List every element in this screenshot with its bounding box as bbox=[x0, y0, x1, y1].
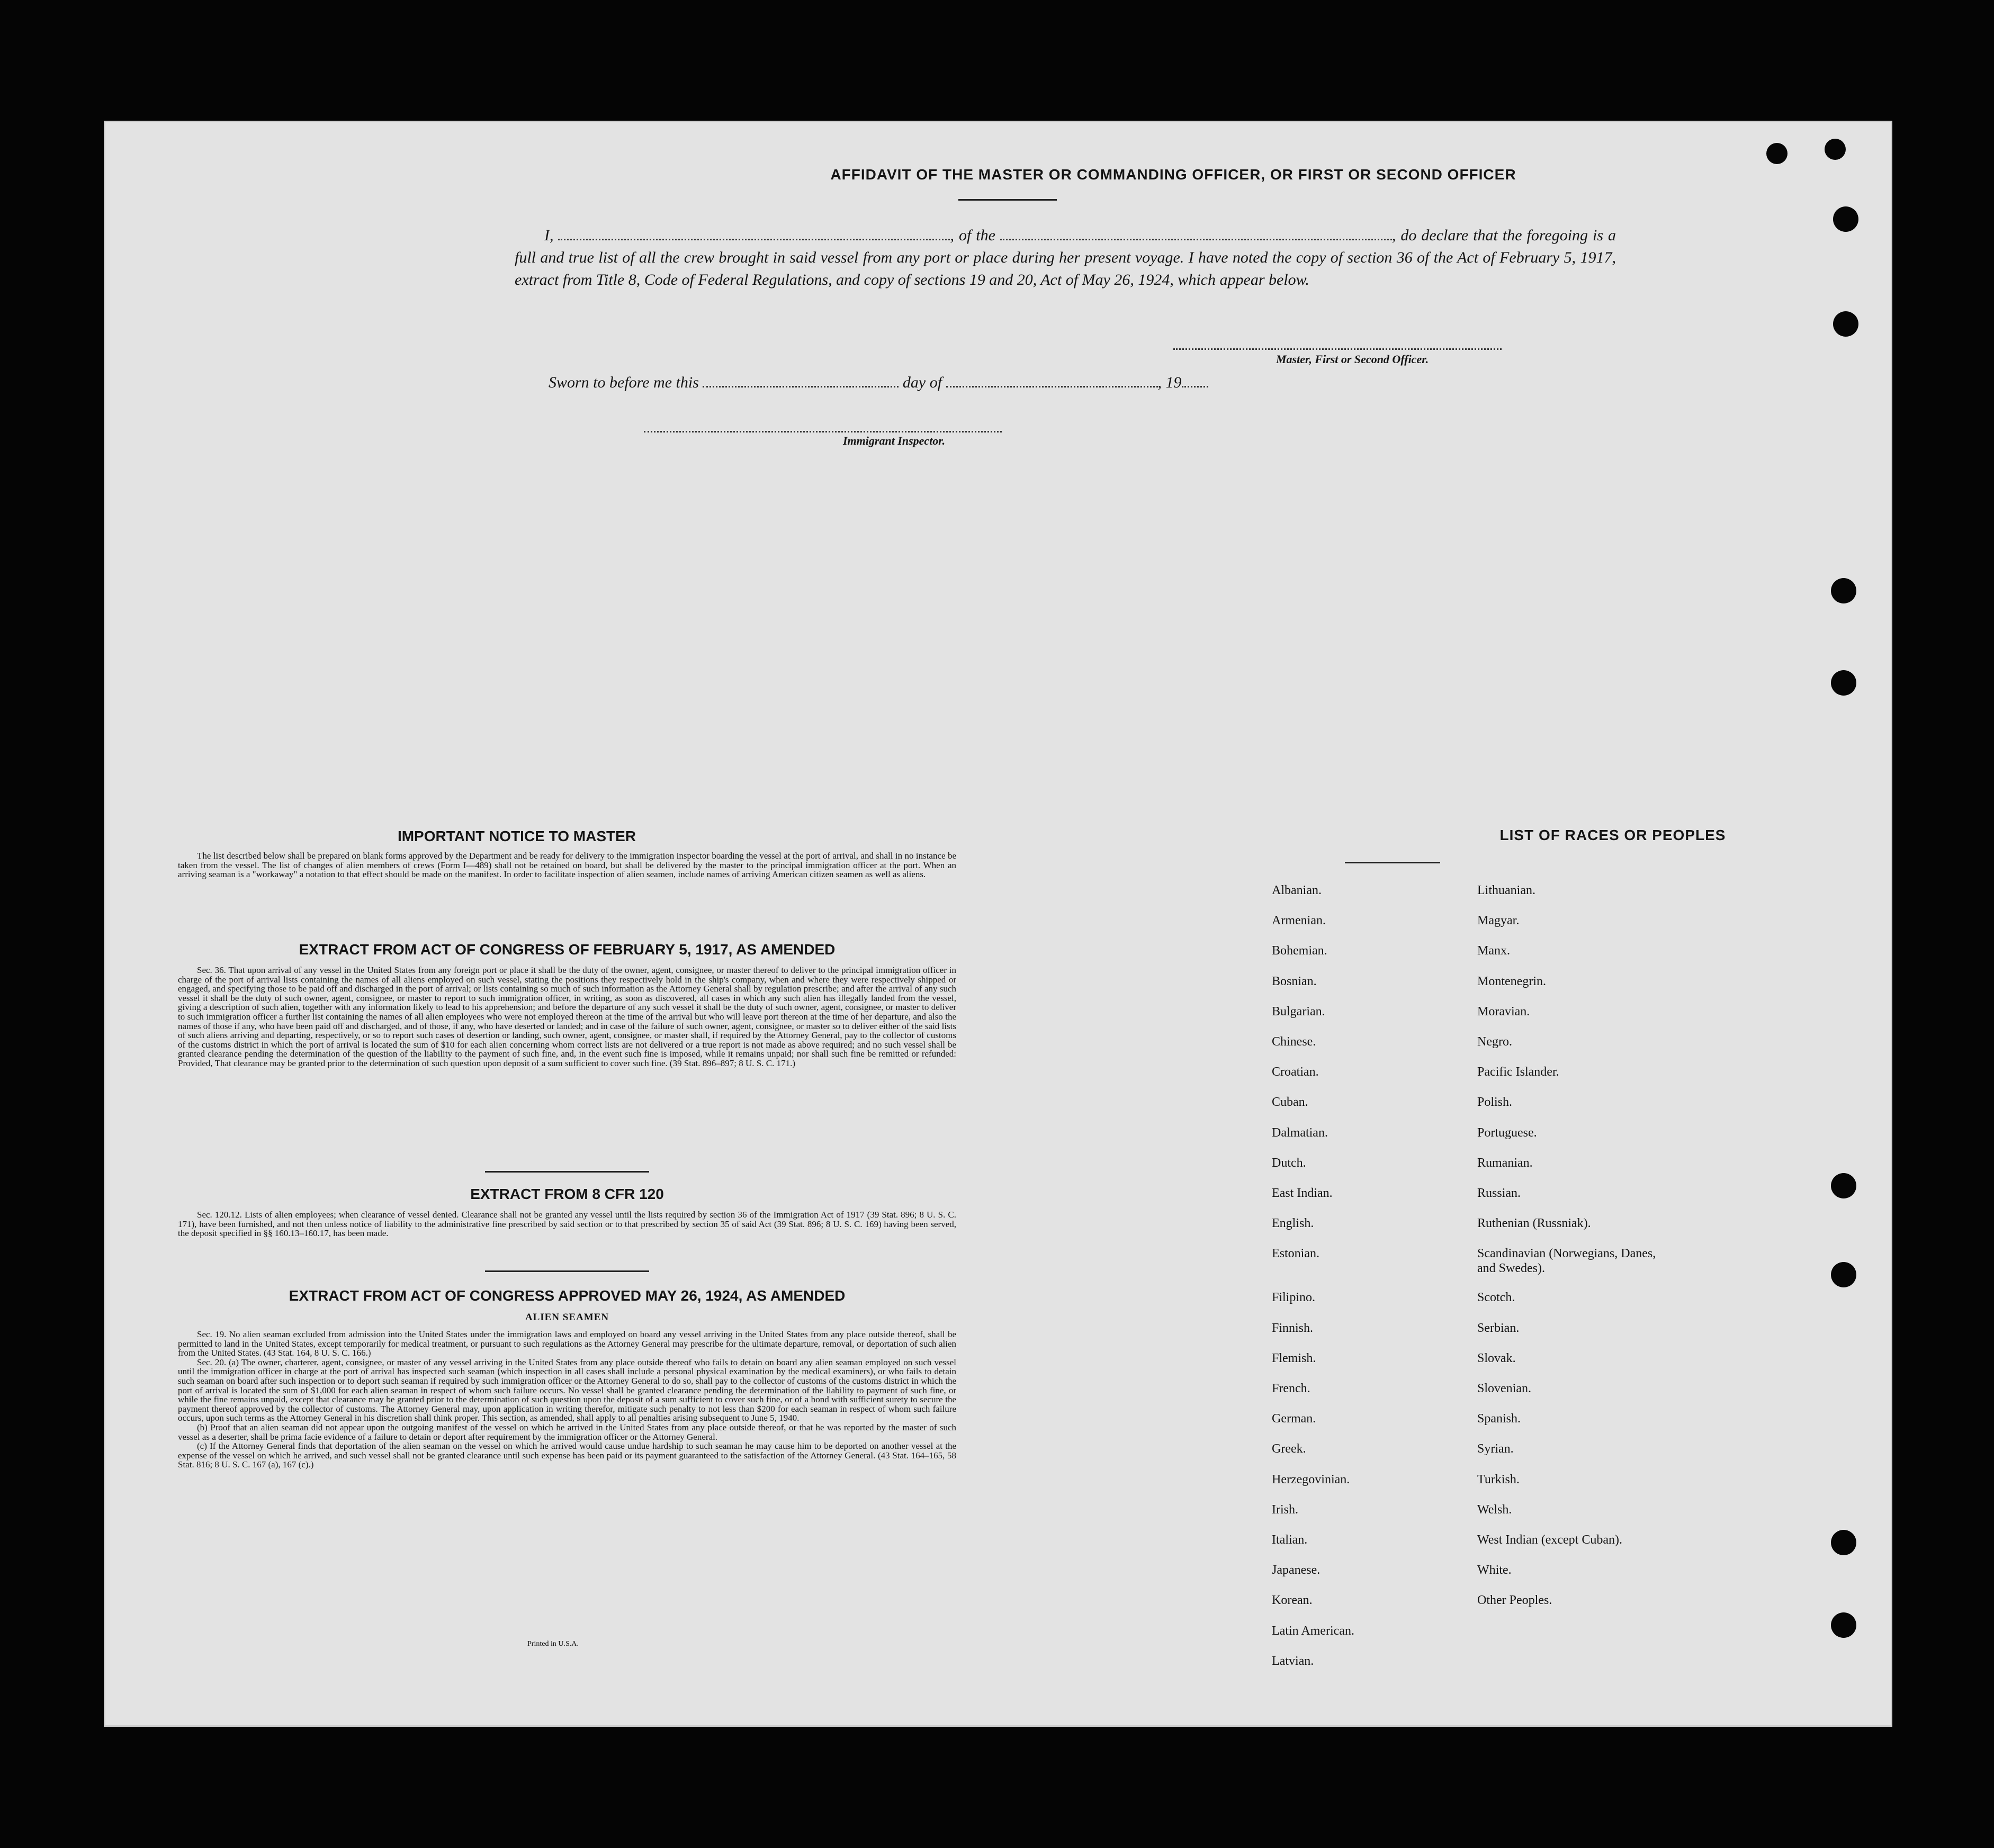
race-item: Russian. bbox=[1477, 1186, 1521, 1200]
punch-hole bbox=[1831, 1262, 1856, 1287]
extract-1924-text bbox=[178, 1330, 956, 1470]
race-item: Manx. bbox=[1477, 944, 1510, 958]
race-item: Filipino. bbox=[1272, 1291, 1316, 1305]
extract-cfr-title: EXTRACT FROM 8 CFR 120 bbox=[470, 1186, 664, 1202]
master-signature-line bbox=[1173, 348, 1502, 350]
sec-20a-paragraph: Sec. 20. (a) The owner, charterer, agent, consignee, or master of any vessel arriving in the United States from any place outside thereof who fails to detain on board any alien seaman employed on such vessel until the immigration officer in charge at the port of arrival has inspected such seaman (which inspection in all cases shall include a personal physical examination by the medical examiners), or who fails to detain such seaman on board after such inspection or to deport such seaman if required by such immigration officer or the Attorney General to do so, shall pay to the collector of customs of the customs district in which the port of arrival is located the sum of $1,000 for each alien seaman in respect of whom such failure occurs. No vessel shall be granted clearance pending the determination of the liability to payment of such fine, or while the fine remains unpaid, except that clearance may be granted prior to the determination of such question upon the deposit of a sum sufficient to cover such fine, or of a bond with sufficient surety to secure the payment thereof approved by the collector of customs. The Attorney General may, upon application in writing therefor, mitigate such penalty to not less than $200 for each seaman in respect of whom such failure occurs, upon such terms as the Attorney General in his discretion shall think proper. This section, as amended, shall apply to all penalties arising subsequent to June 5, 1940. bbox=[178, 1357, 956, 1423]
race-item: Slovenian. bbox=[1477, 1381, 1531, 1395]
sworn-year: , 19 bbox=[1157, 374, 1182, 391]
race-item: Turkish. bbox=[1477, 1472, 1520, 1486]
punch-hole bbox=[1831, 578, 1856, 603]
race-item: Negro. bbox=[1477, 1035, 1512, 1049]
race-item: Ruthenian (Russniak). bbox=[1477, 1216, 1591, 1231]
year-blank bbox=[1182, 386, 1208, 387]
master-signature-label: Master, First or Second Officer. bbox=[1276, 353, 1429, 366]
section-divider bbox=[485, 1171, 649, 1173]
race-item: Spanish. bbox=[1477, 1412, 1521, 1426]
sec-20b-paragraph: (b) Proof that an alien seaman did not appear upon the outgoing manifest of the vessel on which he arrived in the United States from any place outside thereof, or that he was reported by the master of such vessel as a deserter, shall be prima facie evidence of a failure to detain or deport after requirement by the immigration officer or the Attorney General. bbox=[178, 1422, 956, 1442]
race-item: Latin American. bbox=[1272, 1624, 1354, 1638]
day-blank bbox=[703, 386, 899, 387]
races-title: LIST OF RACES OR PEOPLES bbox=[1499, 827, 1726, 843]
sworn-day-of: day of bbox=[902, 374, 942, 391]
race-item: Other Peoples. bbox=[1477, 1593, 1552, 1608]
month-blank bbox=[946, 386, 1158, 387]
sworn-line bbox=[549, 374, 1208, 392]
declaration-paragraph bbox=[515, 224, 1616, 291]
sec-20c-paragraph: (c) If the Attorney General finds that deportation of the alien seaman on the vessel on which he arrived would cause undue hardship to such seaman he may cause him to be deported on another vessel at the expense of the vessel on which he arrived, and such vessel shall not be granted clearance until such expense has been paid or its payment guaranteed to the satisfaction of the Attorney General. (43 Stat. 164–165, 58 Stat. 816; 8 U. S. C. 167 (a), 167 (c).) bbox=[178, 1441, 956, 1470]
inspector-signature-label: Immigrant Inspector. bbox=[843, 434, 946, 447]
notice-title: IMPORTANT NOTICE TO MASTER bbox=[397, 828, 636, 844]
race-item: Montenegrin. bbox=[1477, 974, 1546, 988]
race-item: Pacific Islander. bbox=[1477, 1065, 1559, 1079]
declaration-text: that the foregoing is a full and true list of all the crew brought in said vessel from any port or place during her present voyage. I have noted the copy of section 36 of the Act of February 5, 1917, extract from Title 8, Code of Federal Regulations, and copy of sections 19 and 20, Act of May 26, 1924, which appear below. bbox=[515, 227, 1616, 289]
race-item: Korean. bbox=[1272, 1593, 1313, 1608]
race-item: Herzegovinian. bbox=[1272, 1472, 1350, 1486]
affidavit-title: AFFIDAVIT OF THE MASTER OR COMMANDING OFFICER, OR FIRST OR SECOND OFFICER bbox=[830, 166, 1516, 183]
race-item: Albanian. bbox=[1272, 884, 1322, 897]
extract-1917-title: EXTRACT FROM ACT OF CONGRESS OF FEBRUARY 5, 1917, AS AMENDED bbox=[299, 941, 836, 958]
races-divider bbox=[1345, 862, 1440, 863]
race-item: Polish. bbox=[1477, 1095, 1513, 1110]
race-item: Scotch. bbox=[1477, 1291, 1515, 1305]
race-item: Latvian. bbox=[1272, 1654, 1314, 1668]
race-item: White. bbox=[1477, 1563, 1512, 1577]
race-item: Italian. bbox=[1272, 1533, 1308, 1547]
declaration-i: I, bbox=[544, 227, 554, 244]
race-item: Dutch. bbox=[1272, 1156, 1306, 1170]
extract-1917-paragraph: Sec. 36. That upon arrival of any vessel in the United States from any foreign port or place it shall be the duty of the owner, agent, consignee, or master thereof to deliver to the principal immigration officer in charge of the port of arrival lists containing the names of all aliens employed on such vessel, stating the positions they respectively hold in the ship's company, when and where they were respectively shipped or engaged, and specifying those to be paid off and discharged in the port of arrival; or lists containing so much of such information as the Attorney General shall by regulation prescribe; and after the arrival of any such vessel it shall be the duty of such owner, agent, consignee, or master to report to such immigration officer, in writing, as soon as discovered, all cases in which any such alien has illegally landed from the vessel, giving a description of such alien, together with any information likely to lead to his apprehension; and before the departure of any such vessel it shall be the duty of such owner, agent, consignee, or master to deliver to such immigration officer a further list containing the names of all alien employees who were not employed thereon at the time of the arrival but who will leave port thereon at the time of her departure, and also the names of those if any, who have been paid off and discharged, and of those, if any, who have deserted or landed; and in case of the failure of such owner, agent, consignee, or master so to deliver either of the said lists of such aliens arriving and departing, respectively, or so to report such cases of desertion or landing, such owner, agent, consignee, or master shall, if required by the Attorney General, pay to the collector of customs of the customs district in which the port of arrival is located the sum of $10 for each alien concerning whom correct lists are not delivered or a true report is not made as above required; and no such vessel shall be granted clearance pending the determination of the question of the liability to the payment of such fine, and, in the event such fine is imposed, while it remains unpaid; nor shall such fine be remitted or refunded: Provided, That clearance may be granted prior to the determination of such question upon deposit of a sum sufficient to cover such fine. (39 Stat. 896–897; 8 U. S. C. 171.) bbox=[178, 965, 956, 1068]
race-item: Armenian. bbox=[1272, 914, 1326, 928]
race-item: Scandinavian (Norwegians, Danes, and Swedes). bbox=[1477, 1247, 1656, 1276]
race-item: Japanese. bbox=[1272, 1563, 1321, 1577]
race-item: Greek. bbox=[1272, 1442, 1306, 1456]
race-item: Rumanian. bbox=[1477, 1156, 1533, 1170]
sworn-prefix: Sworn to before me this bbox=[549, 374, 699, 391]
race-item: Lithuanian. bbox=[1477, 884, 1535, 897]
punch-hole bbox=[1831, 1173, 1856, 1198]
title-divider bbox=[958, 199, 1057, 201]
punch-hole bbox=[1831, 670, 1856, 696]
extract-1924-title: EXTRACT FROM ACT OF CONGRESS APPROVED MAY 26, 1924, AS AMENDED bbox=[289, 1287, 846, 1304]
punch-hole bbox=[1831, 1612, 1856, 1638]
vessel-blank bbox=[1000, 239, 1392, 240]
name-blank bbox=[558, 239, 950, 240]
race-item: Moravian. bbox=[1477, 1004, 1530, 1018]
form-page bbox=[104, 121, 1892, 1727]
punch-hole bbox=[1833, 311, 1858, 337]
race-item: Bohemian. bbox=[1272, 944, 1327, 958]
declaration-of-the: , of the bbox=[950, 227, 995, 244]
race-item: Magyar. bbox=[1477, 914, 1520, 928]
extract-cfr-paragraph: Sec. 120.12. Lists of alien employees; when clearance of vessel denied. Clearance shall not be granted any vessel until the lists required by section 36 of the Immigration Act of 1917 (39 Stat. 896; 8 U. S. C. 171), have been furnished, and not then unless notice of liability to the administrative fine prescribed by said section or to that prescribed by section 35 of said Act (39 Stat. 896; 8 U. S. C. 169) having been served, the deposit specified in §§ 160.13–160.17, has been made. bbox=[178, 1210, 956, 1239]
extract-1917-text bbox=[178, 966, 956, 1068]
punch-hole bbox=[1766, 143, 1788, 164]
race-item: Welsh. bbox=[1477, 1502, 1512, 1517]
notice-text bbox=[178, 851, 956, 879]
race-item: Flemish. bbox=[1272, 1351, 1316, 1365]
race-item: Bulgarian. bbox=[1272, 1004, 1325, 1018]
race-item: Croatian. bbox=[1272, 1065, 1319, 1079]
race-item: Irish. bbox=[1272, 1502, 1298, 1517]
race-item: Portuguese. bbox=[1477, 1125, 1537, 1140]
punch-hole bbox=[1833, 206, 1858, 232]
declaration-do-declare: , do declare bbox=[1391, 227, 1469, 244]
printed-in-usa: Printed in U.S.A. bbox=[527, 1640, 579, 1648]
race-item: West Indian (except Cuban). bbox=[1477, 1533, 1622, 1547]
race-item: English. bbox=[1272, 1216, 1314, 1231]
sec-19-paragraph: Sec. 19. No alien seaman excluded from admission into the United States under the immigration laws and employed on board any vessel arriving in the United States from any place outside thereof, shall be permitted to land in the United States, except temporarily for medical treatment, or pursuant to such regulations as the Attorney General may prescribe for the ultimate departure, removal, or deportation of such alien from the United States. (43 Stat. 164, 8 U. S. C. 166.) bbox=[178, 1329, 956, 1358]
punch-hole bbox=[1831, 1530, 1856, 1555]
race-item: Slovak. bbox=[1477, 1351, 1516, 1365]
race-item: Estonian. bbox=[1272, 1247, 1319, 1261]
race-item: Syrian. bbox=[1477, 1442, 1514, 1456]
race-item: French. bbox=[1272, 1381, 1310, 1395]
race-item: German. bbox=[1272, 1412, 1316, 1426]
extract-1924-subtitle: ALIEN SEAMEN bbox=[525, 1312, 609, 1323]
race-item: Chinese. bbox=[1272, 1035, 1316, 1049]
notice-paragraph: The list described below shall be prepared on blank forms approved by the Department and be ready for delivery to the immigration inspector boarding the vessel at the port of arrival, and shall in no instance be taken from the vessel. The list of changes of alien members of crews (Form I—489) shall not be retained on board, but shall be delivered by the master to the principal immigration officer at the port. When an arriving seaman is a "workaway" a notation to that effect should be made on the manifest. In order to facilitate inspection of alien seamen, include names of arriving American citizen seamen as well as aliens. bbox=[178, 851, 956, 880]
race-item: Dalmatian. bbox=[1272, 1125, 1328, 1140]
punch-hole bbox=[1825, 139, 1846, 160]
race-item: Serbian. bbox=[1477, 1321, 1520, 1335]
inspector-signature-line bbox=[644, 431, 1002, 432]
extract-cfr-text bbox=[178, 1210, 956, 1238]
race-item: Finnish. bbox=[1272, 1321, 1314, 1335]
race-item: Cuban. bbox=[1272, 1095, 1308, 1110]
section-divider bbox=[485, 1270, 649, 1272]
race-item: East Indian. bbox=[1272, 1186, 1333, 1200]
race-item: Bosnian. bbox=[1272, 974, 1317, 988]
